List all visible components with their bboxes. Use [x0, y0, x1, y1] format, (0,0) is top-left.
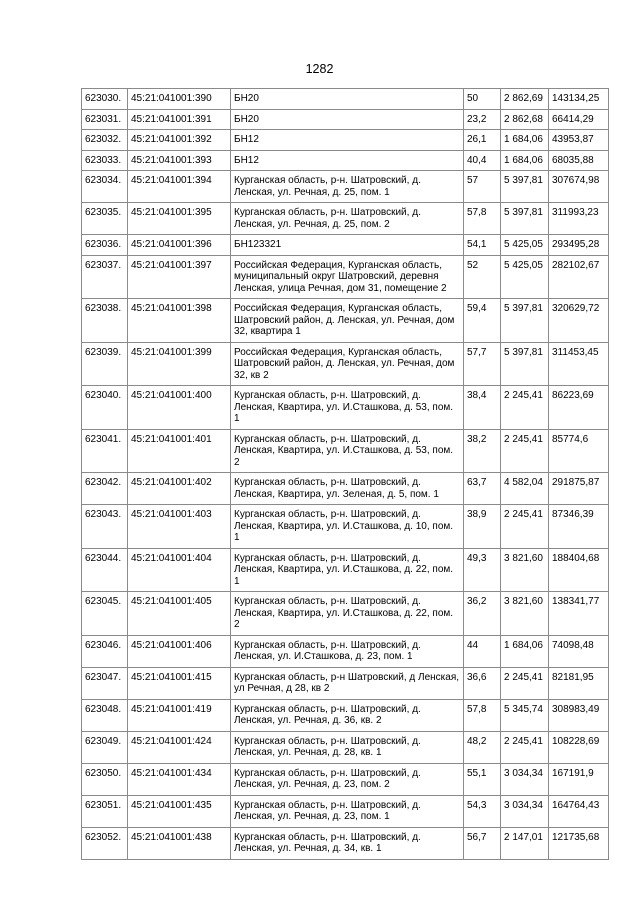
- table-row: [82, 255, 609, 299]
- row-number-cell: 623030.: [82, 89, 128, 110]
- address-cell: БН12: [231, 130, 464, 151]
- row-number-cell: 623036.: [82, 235, 128, 256]
- table-row: [82, 699, 609, 731]
- address-cell: Российская Федерация, Курганская область, Шатровский район, д. Ленская, ул. Речная, дом 32, квартира 1: [231, 299, 464, 343]
- table-row: [82, 505, 609, 549]
- cadastral-number-cell: 45:21:041001:396: [128, 235, 231, 256]
- area-cell: 57,8: [464, 203, 501, 235]
- price-per-unit-cell: 5 425,05: [501, 235, 549, 256]
- address-cell: Курганская область, р-н. Шатровский, д. Ленская, ул. Речная, д. 28, кв. 1: [231, 731, 464, 763]
- cadastral-value-cell: 291875,87: [549, 473, 609, 505]
- cadastral-number-cell: 45:21:041001:391: [128, 109, 231, 130]
- price-per-unit-cell: 2 245,41: [501, 429, 549, 473]
- area-cell: 57: [464, 171, 501, 203]
- row-number-cell: 623043.: [82, 505, 128, 549]
- cadastral-number-cell: 45:21:041001:402: [128, 473, 231, 505]
- table-row: [82, 635, 609, 667]
- address-cell: Курганская область, р-н. Шатровский, д. Ленская, ул. Речная, д. 36, кв. 2: [231, 699, 464, 731]
- row-number-cell: 623051.: [82, 795, 128, 827]
- table-row: [82, 795, 609, 827]
- cadastral-value-cell: 307674,98: [549, 171, 609, 203]
- cadastral-number-cell: 45:21:041001:393: [128, 150, 231, 171]
- price-per-unit-cell: 1 684,06: [501, 130, 549, 151]
- area-cell: 38,9: [464, 505, 501, 549]
- cadastral-value-cell: 68035,88: [549, 150, 609, 171]
- cadastral-number-cell: 45:21:041001:401: [128, 429, 231, 473]
- area-cell: 63,7: [464, 473, 501, 505]
- table-row: [82, 171, 609, 203]
- cadastral-value-cell: 121735,68: [549, 827, 609, 859]
- area-cell: 26,1: [464, 130, 501, 151]
- cadastral-number-cell: 45:21:041001:405: [128, 592, 231, 636]
- address-cell: Курганская область, р-н. Шатровский, д. Ленская, ул. И.Сташкова, д. 23, пом. 1: [231, 635, 464, 667]
- area-cell: 59,4: [464, 299, 501, 343]
- price-per-unit-cell: 5 397,81: [501, 203, 549, 235]
- address-cell: Российская Федерация, Курганская область, Шатровский район, д. Ленская, ул. Речная, дом 32, кв 2: [231, 342, 464, 386]
- cadastral-value-cell: 86223,69: [549, 386, 609, 430]
- cadastral-value-cell: 311453,45: [549, 342, 609, 386]
- cadastral-value-cell: 164764,43: [549, 795, 609, 827]
- page-number: 1282: [305, 62, 334, 76]
- cadastral-value-cell: 74098,48: [549, 635, 609, 667]
- area-cell: 36,6: [464, 667, 501, 699]
- address-cell: Российская Федерация, Курганская область, муниципальный округ Шатровский, деревня Ленская, улица Речная, дом 31, помещение 2: [231, 255, 464, 299]
- price-per-unit-cell: 2 245,41: [501, 667, 549, 699]
- area-cell: 36,2: [464, 592, 501, 636]
- area-cell: 23,2: [464, 109, 501, 130]
- address-cell: БН123321: [231, 235, 464, 256]
- address-cell: БН12: [231, 150, 464, 171]
- cadastral-number-cell: 45:21:041001:419: [128, 699, 231, 731]
- price-per-unit-cell: 2 245,41: [501, 731, 549, 763]
- cadastral-number-cell: 45:21:041001:397: [128, 255, 231, 299]
- cadastral-number-cell: 45:21:041001:434: [128, 763, 231, 795]
- price-per-unit-cell: 2 147,01: [501, 827, 549, 859]
- table-row: [82, 150, 609, 171]
- row-number-cell: 623044.: [82, 548, 128, 592]
- row-number-cell: 623034.: [82, 171, 128, 203]
- registry-table-body: [82, 89, 609, 860]
- row-number-cell: 623050.: [82, 763, 128, 795]
- address-cell: БН20: [231, 89, 464, 110]
- price-per-unit-cell: 5 397,81: [501, 299, 549, 343]
- registry-table: [81, 88, 609, 860]
- row-number-cell: 623049.: [82, 731, 128, 763]
- cadastral-value-cell: 138341,77: [549, 592, 609, 636]
- cadastral-value-cell: 308983,49: [549, 699, 609, 731]
- cadastral-value-cell: 108228,69: [549, 731, 609, 763]
- table-row: [82, 827, 609, 859]
- area-cell: 54,3: [464, 795, 501, 827]
- cadastral-number-cell: 45:21:041001:394: [128, 171, 231, 203]
- area-cell: 57,7: [464, 342, 501, 386]
- address-cell: Курганская область, р-н. Шатровский, д. Ленская, Квартира, ул. И.Сташкова, д. 10, пом. 1: [231, 505, 464, 549]
- address-cell: Курганская область, р-н. Шатровский, д. Ленская, ул. Речная, д. 25, пом. 2: [231, 203, 464, 235]
- row-number-cell: 623052.: [82, 827, 128, 859]
- address-cell: Курганская область, р-н. Шатровский, д. Ленская, Квартира, ул. И.Сташкова, д. 53, пом. 2: [231, 429, 464, 473]
- cadastral-number-cell: 45:21:041001:400: [128, 386, 231, 430]
- area-cell: 55,1: [464, 763, 501, 795]
- cadastral-number-cell: 45:21:041001:406: [128, 635, 231, 667]
- price-per-unit-cell: 3 034,34: [501, 763, 549, 795]
- cadastral-number-cell: 45:21:041001:404: [128, 548, 231, 592]
- price-per-unit-cell: 5 397,81: [501, 171, 549, 203]
- table-row: [82, 667, 609, 699]
- row-number-cell: 623046.: [82, 635, 128, 667]
- area-cell: 38,2: [464, 429, 501, 473]
- area-cell: 49,3: [464, 548, 501, 592]
- cadastral-value-cell: 311993,23: [549, 203, 609, 235]
- area-cell: 52: [464, 255, 501, 299]
- cadastral-number-cell: 45:21:041001:399: [128, 342, 231, 386]
- price-per-unit-cell: 5 345,74: [501, 699, 549, 731]
- cadastral-value-cell: 85774,6: [549, 429, 609, 473]
- cadastral-number-cell: 45:21:041001:415: [128, 667, 231, 699]
- area-cell: 40,4: [464, 150, 501, 171]
- cadastral-value-cell: 143134,25: [549, 89, 609, 110]
- cadastral-number-cell: 45:21:041001:424: [128, 731, 231, 763]
- address-cell: Курганская область, р-н. Шатровский, д. Ленская, Квартира, ул. И.Сташкова, д. 22, пом. 1: [231, 548, 464, 592]
- area-cell: 44: [464, 635, 501, 667]
- address-cell: Курганская область, р-н Шатровский, д Ленская, ул Речная, д 28, кв 2: [231, 667, 464, 699]
- price-per-unit-cell: 3 821,60: [501, 592, 549, 636]
- price-per-unit-cell: 1 684,06: [501, 635, 549, 667]
- address-cell: Курганская область, р-н. Шатровский, д. Ленская, ул. Речная, д. 25, пом. 1: [231, 171, 464, 203]
- row-number-cell: 623035.: [82, 203, 128, 235]
- address-cell: Курганская область, р-н. Шатровский, д. Ленская, Квартира, ул. И.Сташкова, д. 53, пом. 1: [231, 386, 464, 430]
- price-per-unit-cell: 3 034,34: [501, 795, 549, 827]
- table-row: [82, 429, 609, 473]
- area-cell: 50: [464, 89, 501, 110]
- cadastral-value-cell: 43953,87: [549, 130, 609, 151]
- cadastral-number-cell: 45:21:041001:403: [128, 505, 231, 549]
- table-row: [82, 203, 609, 235]
- table-row: [82, 235, 609, 256]
- row-number-cell: 623041.: [82, 429, 128, 473]
- cadastral-number-cell: 45:21:041001:438: [128, 827, 231, 859]
- cadastral-value-cell: 87346,39: [549, 505, 609, 549]
- price-per-unit-cell: 4 582,04: [501, 473, 549, 505]
- address-cell: БН20: [231, 109, 464, 130]
- cadastral-number-cell: 45:21:041001:392: [128, 130, 231, 151]
- row-number-cell: 623037.: [82, 255, 128, 299]
- area-cell: 38,4: [464, 386, 501, 430]
- row-number-cell: 623045.: [82, 592, 128, 636]
- row-number-cell: 623031.: [82, 109, 128, 130]
- table-row: [82, 731, 609, 763]
- cadastral-value-cell: 188404,68: [549, 548, 609, 592]
- row-number-cell: 623047.: [82, 667, 128, 699]
- price-per-unit-cell: 2 245,41: [501, 386, 549, 430]
- area-cell: 56,7: [464, 827, 501, 859]
- cadastral-value-cell: 293495,28: [549, 235, 609, 256]
- table-row: [82, 89, 609, 110]
- price-per-unit-cell: 5 397,81: [501, 342, 549, 386]
- cadastral-value-cell: 282102,67: [549, 255, 609, 299]
- cadastral-number-cell: 45:21:041001:435: [128, 795, 231, 827]
- table-row: [82, 592, 609, 636]
- area-cell: 54,1: [464, 235, 501, 256]
- row-number-cell: 623040.: [82, 386, 128, 430]
- cadastral-number-cell: 45:21:041001:390: [128, 89, 231, 110]
- row-number-cell: 623039.: [82, 342, 128, 386]
- price-per-unit-cell: 2 862,69: [501, 89, 549, 110]
- table-row: [82, 763, 609, 795]
- cadastral-value-cell: 82181,95: [549, 667, 609, 699]
- table-row: [82, 548, 609, 592]
- table-row: [82, 386, 609, 430]
- cadastral-value-cell: 320629,72: [549, 299, 609, 343]
- price-per-unit-cell: 2 245,41: [501, 505, 549, 549]
- area-cell: 57,8: [464, 699, 501, 731]
- address-cell: Курганская область, р-н. Шатровский, д. Ленская, ул. Речная, д. 23, пом. 1: [231, 795, 464, 827]
- cadastral-number-cell: 45:21:041001:395: [128, 203, 231, 235]
- row-number-cell: 623042.: [82, 473, 128, 505]
- row-number-cell: 623032.: [82, 130, 128, 151]
- table-row: [82, 342, 609, 386]
- cadastral-value-cell: 66414,29: [549, 109, 609, 130]
- price-per-unit-cell: 3 821,60: [501, 548, 549, 592]
- table-row: [82, 473, 609, 505]
- address-cell: Курганская область, р-н. Шатровский, д. Ленская, ул. Речная, д. 34, кв. 1: [231, 827, 464, 859]
- area-cell: 48,2: [464, 731, 501, 763]
- table-row: [82, 109, 609, 130]
- row-number-cell: 623048.: [82, 699, 128, 731]
- table-row: [82, 130, 609, 151]
- price-per-unit-cell: 5 425,05: [501, 255, 549, 299]
- cadastral-value-cell: 167191,9: [549, 763, 609, 795]
- row-number-cell: 623038.: [82, 299, 128, 343]
- cadastral-number-cell: 45:21:041001:398: [128, 299, 231, 343]
- address-cell: Курганская область, р-н. Шатровский, д. Ленская, ул. Речная, д. 23, пом. 2: [231, 763, 464, 795]
- row-number-cell: 623033.: [82, 150, 128, 171]
- price-per-unit-cell: 1 684,06: [501, 150, 549, 171]
- price-per-unit-cell: 2 862,68: [501, 109, 549, 130]
- address-cell: Курганская область, р-н. Шатровский, д. Ленская, Квартира, ул. И.Сташкова, д. 22, пом. 2: [231, 592, 464, 636]
- address-cell: Курганская область, р-н. Шатровский, д. Ленская, Квартира, ул. Зеленая, д. 5, пом. 1: [231, 473, 464, 505]
- table-row: [82, 299, 609, 343]
